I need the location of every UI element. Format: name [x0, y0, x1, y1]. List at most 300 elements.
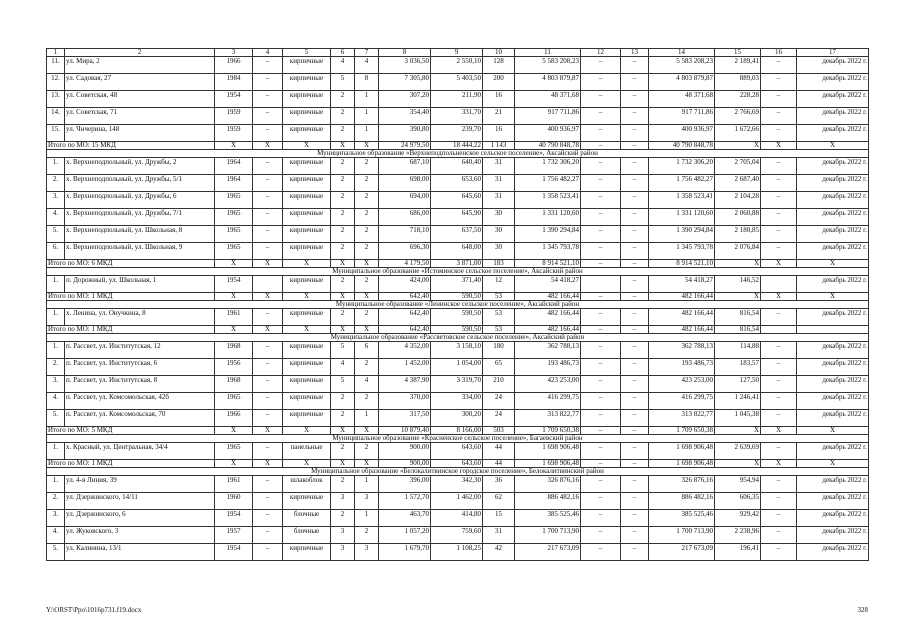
table-cell: –: [253, 443, 283, 460]
table-cell: –: [761, 125, 797, 142]
table-cell: –: [621, 493, 649, 510]
table-cell: –: [761, 410, 797, 427]
subtotal-cell: X: [761, 460, 797, 468]
deadline-cell: декабрь 2022 г.: [797, 443, 869, 460]
table-cell: –: [253, 175, 283, 192]
table-cell: –: [581, 243, 621, 260]
table-cell: –: [253, 309, 283, 326]
table-cell: –: [761, 175, 797, 192]
table-cell: 889,03: [715, 74, 761, 91]
table-cell: 15: [483, 510, 515, 527]
housing-repair-table: [46, 48, 869, 561]
subtotal-cell: –: [621, 293, 649, 301]
column-number-cell: 12: [581, 49, 621, 57]
table-cell: 1 732 306,20: [515, 158, 581, 175]
table-cell: –: [761, 226, 797, 243]
table-cell: 385 525,46: [649, 510, 715, 527]
table-cell: кирпичные: [283, 74, 331, 91]
table-cell: –: [761, 393, 797, 410]
table-cell: 16: [483, 91, 515, 108]
table-cell: 2: [331, 309, 355, 326]
subtotal-cell: X: [715, 142, 761, 150]
table-row: [47, 108, 869, 125]
subtotal-cell: X: [253, 142, 283, 150]
table-cell: 954,94: [715, 476, 761, 493]
table-cell: 2 104,28: [715, 192, 761, 209]
subtotal-label: Итого по МО: 6 МКД: [47, 260, 215, 268]
table-cell: 2: [331, 226, 355, 243]
table-cell: –: [761, 57, 797, 74]
deadline-cell: декабрь 2022 г.: [797, 226, 869, 243]
table-cell: 3.: [47, 376, 65, 393]
subtotal-cell: 1 709 650,38: [649, 427, 715, 435]
document-path: Y:\ORST\Ppo\1016p731.f19.docx: [46, 606, 142, 614]
table-cell: 645,90: [431, 209, 483, 226]
table-cell: 917 711,86: [515, 108, 581, 125]
table-cell: 1.: [47, 276, 65, 293]
table-cell: 2: [331, 510, 355, 527]
column-number-cell: 16: [761, 49, 797, 57]
subtotal-cell: X: [331, 326, 355, 334]
table-cell: 127,50: [715, 376, 761, 393]
table-cell: 400 936,97: [649, 125, 715, 142]
table-cell: 2: [355, 226, 379, 243]
deadline-cell: декабрь 2022 г.: [797, 544, 869, 561]
table-cell: 307,20: [379, 91, 431, 108]
subtotal-cell: –: [621, 260, 649, 268]
column-number-cell: 7: [355, 49, 379, 57]
table-cell: 423 253,00: [515, 376, 581, 393]
address-cell: п. Рассвет, ул. Комсомольская, 42б: [65, 393, 215, 410]
subtotal-cell: X: [283, 142, 331, 150]
address-cell: х. Ленина, ул. Онучкина, 8: [65, 309, 215, 326]
table-cell: 687,10: [379, 158, 431, 175]
table-cell: –: [253, 493, 283, 510]
table-cell: 210: [483, 376, 515, 393]
subtotal-cell: –: [581, 293, 621, 301]
municipality-title: Муниципальное образование «Ленинское сельское поселение», Аксайский район: [47, 301, 869, 309]
register-sheet: [46, 48, 868, 561]
table-cell: –: [581, 74, 621, 91]
table-cell: –: [621, 209, 649, 226]
subtotal-cell: X: [761, 427, 797, 435]
table-cell: кирпичные: [283, 309, 331, 326]
table-cell: 917 711,86: [649, 108, 715, 125]
table-cell: 317,50: [379, 410, 431, 427]
subtotal-cell: –: [581, 460, 621, 468]
table-cell: 1: [355, 510, 379, 527]
deadline-cell: декабрь 2022 г.: [797, 309, 869, 326]
table-cell: –: [253, 192, 283, 209]
deadline-cell: декабрь 2022 г.: [797, 125, 869, 142]
column-number-cell: 15: [715, 49, 761, 57]
table-cell: –: [581, 209, 621, 226]
table-cell: –: [253, 359, 283, 376]
table-cell: 5: [331, 342, 355, 359]
table-cell: 2 189,41: [715, 57, 761, 74]
table-cell: 1961: [215, 309, 253, 326]
table-cell: 1 679,70: [379, 544, 431, 561]
subtotal-cell: X: [761, 293, 797, 301]
table-cell: 5.: [47, 226, 65, 243]
table-cell: 1960: [215, 493, 253, 510]
subtotal-cell: 53: [483, 293, 515, 301]
address-cell: х. Верхнеподпольный, ул. Дружбы, 2: [65, 158, 215, 175]
table-cell: кирпичные: [283, 410, 331, 427]
table-cell: 180: [483, 342, 515, 359]
column-number-cell: 10: [483, 49, 515, 57]
table-cell: 2: [355, 192, 379, 209]
table-cell: блочные: [283, 527, 331, 544]
table-cell: 300,20: [431, 410, 483, 427]
table-cell: 648,00: [431, 243, 483, 260]
table-cell: кирпичные: [283, 108, 331, 125]
table-cell: 1 732 306,20: [649, 158, 715, 175]
table-cell: 2: [355, 527, 379, 544]
subtotal-cell: X: [283, 460, 331, 468]
table-cell: 217 673,09: [649, 544, 715, 561]
table-cell: –: [253, 393, 283, 410]
municipality-section-row: [47, 301, 869, 309]
table-cell: –: [253, 125, 283, 142]
table-cell: 2: [331, 175, 355, 192]
table-cell: –: [761, 309, 797, 326]
table-cell: 900,00: [379, 443, 431, 460]
subtotal-cell: 44: [483, 460, 515, 468]
table-cell: 3: [355, 544, 379, 561]
table-cell: 694,00: [379, 192, 431, 209]
table-cell: –: [581, 226, 621, 243]
municipality-title: Муниципальное образование «Верхнеподпольненское сельское поселение», Аксайский район: [47, 150, 869, 158]
table-cell: 1961: [215, 476, 253, 493]
table-cell: –: [621, 175, 649, 192]
table-cell: 698,00: [379, 175, 431, 192]
column-number-cell: 1: [47, 49, 65, 57]
table-row: [47, 243, 869, 260]
table-cell: 15.: [47, 125, 65, 142]
table-row: [47, 410, 869, 427]
subtotal-cell: X: [797, 427, 869, 435]
table-cell: 62: [483, 493, 515, 510]
table-cell: –: [761, 527, 797, 544]
subtotal-cell: 816,54: [715, 326, 761, 334]
table-cell: 2: [331, 410, 355, 427]
municipality-section-row: [47, 150, 869, 158]
table-cell: кирпичные: [283, 91, 331, 108]
table-cell: –: [621, 393, 649, 410]
subtotal-cell: X: [253, 427, 283, 435]
subtotal-cell: –: [621, 427, 649, 435]
subtotal-cell: X: [331, 260, 355, 268]
address-cell: ул. Чичерина, 148: [65, 125, 215, 142]
table-cell: кирпичные: [283, 393, 331, 410]
table-cell: 1: [355, 108, 379, 125]
table-cell: 1: [355, 91, 379, 108]
table-cell: 54 418,27: [515, 276, 581, 293]
subtotal-cell: 1 143: [483, 142, 515, 150]
address-cell: ул. Советская, 71: [65, 108, 215, 125]
table-cell: 2 687,40: [715, 175, 761, 192]
table-cell: –: [761, 158, 797, 175]
table-cell: 24: [483, 410, 515, 427]
table-cell: 228,28: [715, 91, 761, 108]
table-cell: 1 452,00: [379, 359, 431, 376]
subtotal-label: Итого по МО: 1 МКД: [47, 326, 215, 334]
table-cell: 2: [331, 209, 355, 226]
subtotal-cell: X: [215, 326, 253, 334]
table-cell: 2 076,84: [715, 243, 761, 260]
table-cell: –: [253, 544, 283, 561]
table-cell: 8: [355, 74, 379, 91]
table-cell: 31: [483, 192, 515, 209]
table-row: [47, 91, 869, 108]
table-cell: 1 331 120,60: [515, 209, 581, 226]
table-cell: –: [621, 527, 649, 544]
table-cell: –: [581, 443, 621, 460]
address-cell: ул. Дзержинского, 6: [65, 510, 215, 527]
deadline-cell: декабрь 2022 г.: [797, 493, 869, 510]
column-number-cell: 3: [215, 49, 253, 57]
deadline-cell: декабрь 2022 г.: [797, 175, 869, 192]
table-cell: 30: [483, 209, 515, 226]
table-cell: 5 583 208,23: [649, 57, 715, 74]
address-cell: ул. Мира, 2: [65, 57, 215, 74]
table-cell: 3: [331, 493, 355, 510]
table-cell: 396,00: [379, 476, 431, 493]
deadline-cell: декабрь 2022 г.: [797, 359, 869, 376]
deadline-cell: декабрь 2022 г.: [797, 476, 869, 493]
table-cell: 645,60: [431, 192, 483, 209]
table-cell: –: [581, 108, 621, 125]
table-cell: 1: [355, 125, 379, 142]
table-cell: 4.: [47, 209, 65, 226]
subtotal-cell: 1 709 650,38: [515, 427, 581, 435]
table-row: [47, 527, 869, 544]
table-cell: 696,30: [379, 243, 431, 260]
municipality-title: Муниципальное образование «Рассветовское сельское поселение», Аксайский район: [47, 334, 869, 342]
table-cell: 886 482,16: [649, 493, 715, 510]
table-cell: 2: [331, 476, 355, 493]
table-row: [47, 493, 869, 510]
table-cell: 463,70: [379, 510, 431, 527]
address-cell: ул. Советская, 48: [65, 91, 215, 108]
table-cell: 606,35: [715, 493, 761, 510]
table-cell: [253, 276, 283, 293]
deadline-cell: декабрь 2022 г.: [797, 410, 869, 427]
table-cell: 1: [355, 410, 379, 427]
table-cell: 2.: [47, 359, 65, 376]
table-cell: 1 045,38: [715, 410, 761, 427]
table-cell: –: [761, 443, 797, 460]
table-cell: 1 390 294,84: [515, 226, 581, 243]
table-cell: –: [581, 476, 621, 493]
table-cell: 7 305,80: [379, 74, 431, 91]
subtotal-cell: –: [621, 460, 649, 468]
address-cell: ул. Калинина, 13/1: [65, 544, 215, 561]
address-cell: п. Рассвет, ул. Институтская, 8: [65, 376, 215, 393]
table-cell: 196,41: [715, 544, 761, 561]
table-cell: 1 756 482,27: [515, 175, 581, 192]
subtotal-cell: –: [581, 326, 621, 334]
table-cell: –: [621, 74, 649, 91]
table-cell: 65: [483, 359, 515, 376]
subtotal-cell: X: [715, 460, 761, 468]
table-cell: блочные: [283, 510, 331, 527]
table-cell: 331,70: [431, 108, 483, 125]
address-cell: ул. 4-я Линия, 39: [65, 476, 215, 493]
table-cell: 1 345 793,78: [515, 243, 581, 260]
address-cell: х. Верхнеподпольный, ул. Дружбы, 7/1: [65, 209, 215, 226]
table-cell: 4 387,90: [379, 376, 431, 393]
table-cell: кирпичные: [283, 192, 331, 209]
column-number-cell: 11: [515, 49, 581, 57]
table-cell: 2 705,04: [715, 158, 761, 175]
subtotal-cell: X: [215, 142, 253, 150]
table-cell: 193 486,73: [649, 359, 715, 376]
table-cell: 2 180,85: [715, 226, 761, 243]
table-cell: 642,40: [379, 309, 431, 326]
column-number-cell: 8: [379, 49, 431, 57]
deadline-cell: декабрь 2022 г.: [797, 342, 869, 359]
table-cell: –: [621, 91, 649, 108]
subtotal-cell: –: [581, 260, 621, 268]
subtotal-label: Итого по МО: 15 МКД: [47, 142, 215, 150]
deadline-cell: декабрь 2022 г.: [797, 510, 869, 527]
table-cell: –: [761, 74, 797, 91]
address-cell: х. Верхнеподпольный, ул. Школьная, 9: [65, 243, 215, 260]
table-cell: –: [581, 309, 621, 326]
table-cell: 31: [483, 175, 515, 192]
table-row: [47, 74, 869, 91]
table-cell: 334,00: [431, 393, 483, 410]
table-cell: 2 238,96: [715, 527, 761, 544]
table-cell: –: [621, 125, 649, 142]
table-cell: 3 036,50: [379, 57, 431, 74]
subtotal-label: Итого по МО: 5 МКД: [47, 427, 215, 435]
table-cell: 1968: [215, 342, 253, 359]
address-cell: п. Рассвет, ул. Институтская, 6: [65, 359, 215, 376]
table-cell: 643,60: [431, 443, 483, 460]
table-cell: кирпичные: [283, 276, 331, 293]
table-cell: кирпичные: [283, 158, 331, 175]
table-row: [47, 175, 869, 192]
table-cell: 6.: [47, 243, 65, 260]
table-cell: 1954: [215, 276, 253, 293]
table-cell: 313 822,77: [515, 410, 581, 427]
subtotal-cell: 18 444,22: [431, 142, 483, 150]
table-cell: 239,70: [431, 125, 483, 142]
table-cell: 2: [331, 443, 355, 460]
table-cell: 1 700 713,90: [515, 527, 581, 544]
table-cell: 1 698 906,48: [649, 443, 715, 460]
table-cell: –: [253, 342, 283, 359]
subtotal-cell: 10 879,40: [379, 427, 431, 435]
subtotal-cell: 1 698 906,48: [649, 460, 715, 468]
subtotal-cell: 590,50: [431, 326, 483, 334]
municipality-title: Муниципальное образование «Белокалитвинское городское поселение», Белокалитвинский район: [47, 468, 869, 476]
table-cell: –: [761, 192, 797, 209]
table-cell: 30: [483, 243, 515, 260]
table-cell: 1 331 120,60: [649, 209, 715, 226]
table-cell: –: [253, 91, 283, 108]
table-cell: 193 486,73: [515, 359, 581, 376]
table-cell: кирпичные: [283, 544, 331, 561]
table-cell: –: [621, 359, 649, 376]
table-cell: кирпичные: [283, 376, 331, 393]
table-cell: –: [581, 91, 621, 108]
table-cell: –: [581, 57, 621, 74]
subtotal-cell: X: [215, 293, 253, 301]
table-cell: 48 371,68: [515, 91, 581, 108]
subtotal-cell: 8 914 521,10: [515, 260, 581, 268]
subtotal-row: [47, 142, 869, 150]
table-cell: 1965: [215, 443, 253, 460]
table-row: [47, 393, 869, 410]
table-cell: 146,52: [715, 276, 761, 293]
table-cell: 1 108,25: [431, 544, 483, 561]
subtotal-cell: 482 166,44: [515, 293, 581, 301]
table-cell: [761, 276, 797, 293]
table-cell: –: [621, 192, 649, 209]
table-cell: –: [581, 410, 621, 427]
table-cell: 482 166,44: [515, 309, 581, 326]
table-cell: –: [253, 108, 283, 125]
table-cell: –: [581, 158, 621, 175]
table-cell: 2: [331, 393, 355, 410]
address-cell: ул. Дзержинского, 14/11: [65, 493, 215, 510]
table-cell: 2.: [47, 493, 65, 510]
table-cell: 640,40: [431, 158, 483, 175]
table-cell: 31: [483, 158, 515, 175]
column-number-cell: 9: [431, 49, 483, 57]
table-cell: 4 352,00: [379, 342, 431, 359]
subtotal-cell: 8 914 521,10: [649, 260, 715, 268]
table-cell: кирпичные: [283, 342, 331, 359]
table-cell: –: [581, 192, 621, 209]
subtotal-label: Итого по МО: 1 МКД: [47, 460, 215, 468]
table-cell: 1954: [215, 544, 253, 561]
table-cell: –: [621, 158, 649, 175]
address-cell: ул. Жуковского, 3: [65, 527, 215, 544]
table-cell: 3: [331, 527, 355, 544]
subtotal-cell: 482 166,44: [515, 326, 581, 334]
subtotal-cell: 590,50: [431, 293, 483, 301]
subtotal-cell: –: [581, 427, 621, 435]
subtotal-row: [47, 326, 869, 334]
table-cell: 1.: [47, 476, 65, 493]
subtotal-cell: X: [715, 427, 761, 435]
table-cell: 2 766,69: [715, 108, 761, 125]
page-number: 328: [857, 606, 868, 614]
address-cell: х. Верхнеподпольный, ул. Школьная, 8: [65, 226, 215, 243]
subtotal-cell: X: [715, 293, 761, 301]
subtotal-cell: 482 166,44: [649, 293, 715, 301]
subtotal-cell: 3 871,00: [431, 260, 483, 268]
table-cell: 4.: [47, 393, 65, 410]
table-cell: кирпичные: [283, 125, 331, 142]
table-cell: 362 788,13: [649, 342, 715, 359]
table-cell: 1.: [47, 342, 65, 359]
table-cell: 128: [483, 57, 515, 74]
table-cell: 1 698 906,48: [515, 443, 581, 460]
table-cell: –: [621, 544, 649, 561]
column-number-cell: 13: [621, 49, 649, 57]
table-cell: –: [253, 74, 283, 91]
table-cell: 44: [483, 443, 515, 460]
table-cell: 326 876,16: [649, 476, 715, 493]
municipality-section-row: [47, 468, 869, 476]
table-cell: 1954: [215, 91, 253, 108]
